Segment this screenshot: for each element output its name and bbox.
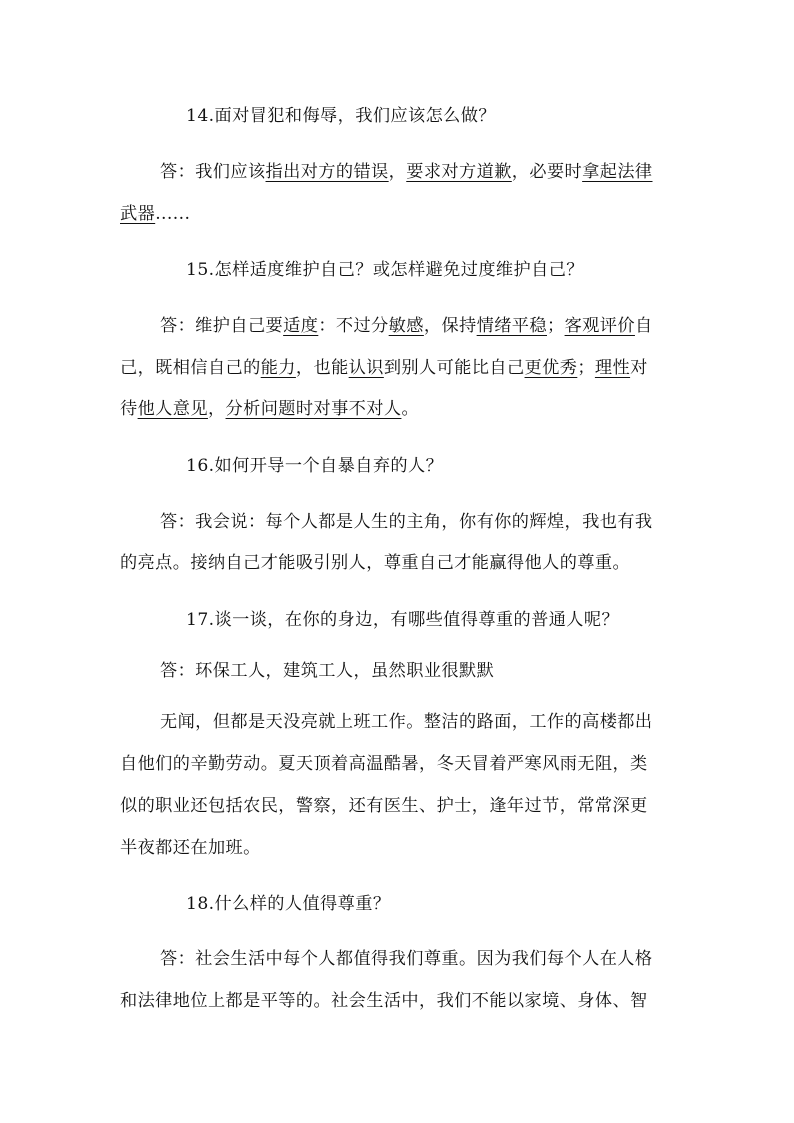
text-segment: 15.怎样适度维护自己？或怎样避免过度维护自己？ — [186, 260, 584, 280]
text-segment: 16.如何开导一个自暴自弃的人？ — [186, 456, 444, 476]
answer-line — [120, 989, 794, 1013]
underlined-key-phrase: 理性 — [594, 358, 631, 378]
answer-line — [160, 710, 794, 734]
text-segment: 待 — [120, 399, 138, 419]
text-segment: 答：社会生活中每个人都值得我们尊重。因为我们每个人在人格 — [160, 949, 653, 969]
text-segment: 似的职业还包括农民，警察，还有医生、护士，逢年过节，常常深更 — [120, 796, 648, 816]
underlined-key-phrase: 客观评价 — [564, 316, 635, 336]
answer-line — [120, 356, 794, 380]
answer-line — [160, 947, 794, 971]
text-segment: 。 — [401, 399, 420, 419]
text-segment: 自 — [634, 316, 653, 336]
text-segment: ：不过分 — [318, 316, 389, 336]
underlined-key-phrase: 敏感 — [388, 316, 424, 336]
text-segment: ， — [388, 162, 407, 182]
text-segment: 答：我会说：每个人都是人生的主角，你有你的辉煌，我也有我 — [160, 512, 653, 532]
underlined-key-phrase: 分析问题时对事不对人 — [225, 399, 402, 419]
answer-line — [120, 752, 794, 776]
answer-line — [120, 551, 794, 575]
text-segment: 到别人可能比自己 — [383, 358, 525, 378]
text-segment: 和法律地位上都是平等的。社会生活中，我们不能以家境、身体、智 — [120, 991, 648, 1011]
text-segment: 对 — [630, 358, 648, 378]
text-segment: ； — [577, 358, 595, 378]
text-segment: 无闻，但都是天没亮就上班工作。整洁的路面，工作的高楼都出 — [160, 712, 653, 732]
text-segment: 答：环保工人，建筑工人，虽然职业很默默 — [160, 661, 495, 681]
text-segment: 答：维护自己要 — [160, 316, 284, 336]
underlined-key-phrase: 他人意见 — [137, 399, 208, 419]
answer-line — [120, 794, 794, 818]
underlined-key-phrase: 拿起法律 — [582, 162, 653, 182]
text-segment: 的亮点。接纳自己才能吸引别人，尊重自己才能赢得他人的尊重。 — [120, 553, 631, 573]
question-line — [186, 104, 794, 128]
text-segment: 14.面对冒犯和侮辱，我们应该怎么做？ — [186, 106, 496, 126]
answer-line — [120, 397, 794, 421]
underlined-key-phrase: 适度 — [283, 316, 319, 336]
underlined-key-phrase: 情绪平稳 — [476, 316, 547, 336]
answer-line — [120, 836, 794, 860]
text-segment: 半夜都还在加班。 — [120, 838, 261, 858]
text-segment: 自他们的辛勤劳动。夏天顶着高温酷暑，冬天冒着严寒风雨无阻，类 — [120, 754, 648, 774]
text-segment: ，保持 — [423, 316, 477, 336]
answer-line — [160, 160, 794, 184]
question-line — [186, 608, 794, 632]
text-segment: ...... — [155, 204, 191, 224]
answer-line — [120, 202, 794, 226]
text-segment: ， — [207, 399, 226, 419]
text-segment: 17.谈一谈，在你的身边，有哪些值得尊重的普通人呢？ — [186, 610, 620, 630]
text-segment: 答：我们应该 — [160, 162, 266, 182]
answer-line — [160, 510, 794, 534]
text-segment: 18.什么样的人值得尊重？ — [186, 894, 391, 914]
text-segment: ，也能 — [295, 358, 349, 378]
underlined-key-phrase: 武器 — [120, 204, 156, 224]
underlined-key-phrase: 能力 — [260, 358, 296, 378]
answer-line — [160, 314, 794, 338]
text-segment: ，必要时 — [511, 162, 583, 182]
question-line — [186, 454, 794, 478]
question-line — [186, 892, 794, 916]
text-segment: 己，既相信自己的 — [120, 358, 261, 378]
underlined-key-phrase: 指出对方的错误 — [265, 162, 389, 182]
underlined-key-phrase: 更优秀 — [524, 358, 578, 378]
answer-line — [160, 659, 794, 683]
underlined-key-phrase: 认识 — [348, 358, 384, 378]
underlined-key-phrase: 要求对方道歉 — [406, 162, 512, 182]
question-line — [186, 258, 794, 282]
text-segment: ； — [546, 316, 565, 336]
